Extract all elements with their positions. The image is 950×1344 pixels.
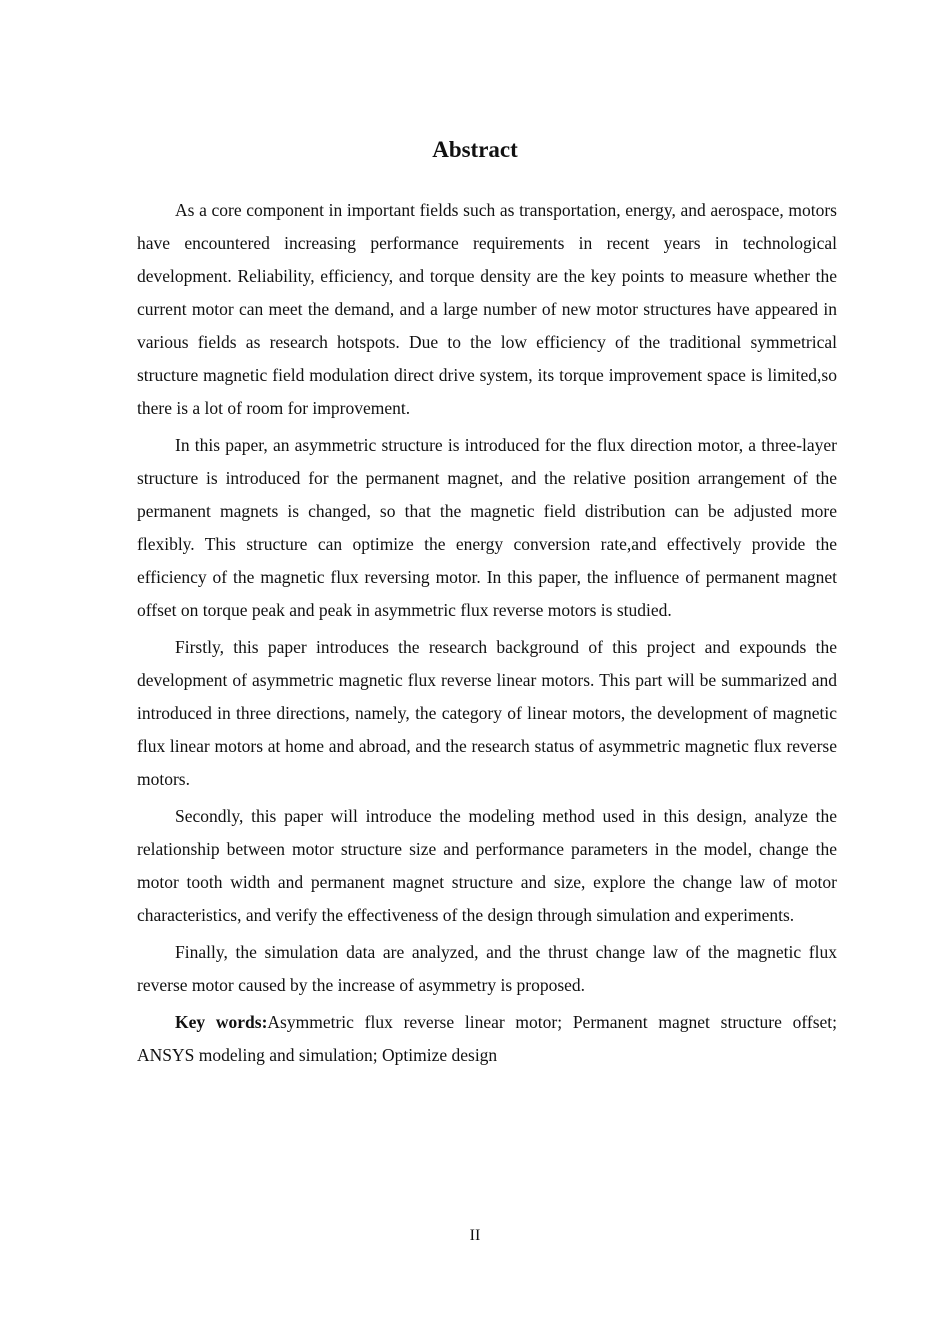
keywords-label: Key words: <box>175 1012 268 1032</box>
abstract-paragraph-3: Firstly, this paper introduces the research background of this project and expounds the development of asymmetric magnetic flux reverse linear motors. This part will be summarized and introduced in three directions, namely, the category of linear motors, the development of magnetic flux linear motors at home and abroad, and the research status of asymmetric magnetic flux reverse motors. <box>137 637 837 789</box>
abstract-paragraph-5: Finally, the simulation data are analyzed, and the thrust change law of the magnetic flux reverse motor caused by the increase of asymmetry is proposed. <box>137 942 837 995</box>
abstract-paragraph-2: In this paper, an asymmetric structure is introduced for the flux direction motor, a three-layer structure is introduced for the permanent magnet, and the relative position arrangement of the permanent magnets is changed, so that the magnetic field distribution can be adjusted more flexibly. This structure can optimize the energy conversion rate,and effectively provide the efficiency of the magnetic flux reversing motor. In this paper, the influence of permanent magnet offset on torque peak and peak in asymmetric flux reverse motors is studied. <box>137 435 837 620</box>
keywords-text: Asymmetric flux reverse linear motor; Permanent magnet structure offset; ANSYS modeling and simulation; Optimize design <box>137 1012 837 1065</box>
keywords-paragraph <box>137 1006 837 1072</box>
abstract-body <box>137 194 837 1076</box>
abstract-paragraph-1: As a core component in important fields such as transportation, energy, and aerospace, motors have encountered increasing performance requirements in recent years in technological development. Reliability, efficiency, and torque density are the key points to measure whether the current motor can meet the demand, and a large number of new motor structures have appeared in various fields as research hotspots. Due to the low efficiency of the traditional symmetrical structure magnetic field modulation direct drive system, its torque improvement space is limited,so there is a lot of room for improvement. <box>137 200 837 418</box>
abstract-paragraph-4: Secondly, this paper will introduce the modeling method used in this design, analyze the relationship between motor structure size and performance parameters in the model, change the motor tooth width and permanent magnet structure and size, explore the change law of motor characteristics, and verify the effectiveness of the design through simulation and experiments. <box>137 806 837 925</box>
abstract-title: Abstract <box>432 137 518 162</box>
page-number: II <box>469 1227 481 1244</box>
